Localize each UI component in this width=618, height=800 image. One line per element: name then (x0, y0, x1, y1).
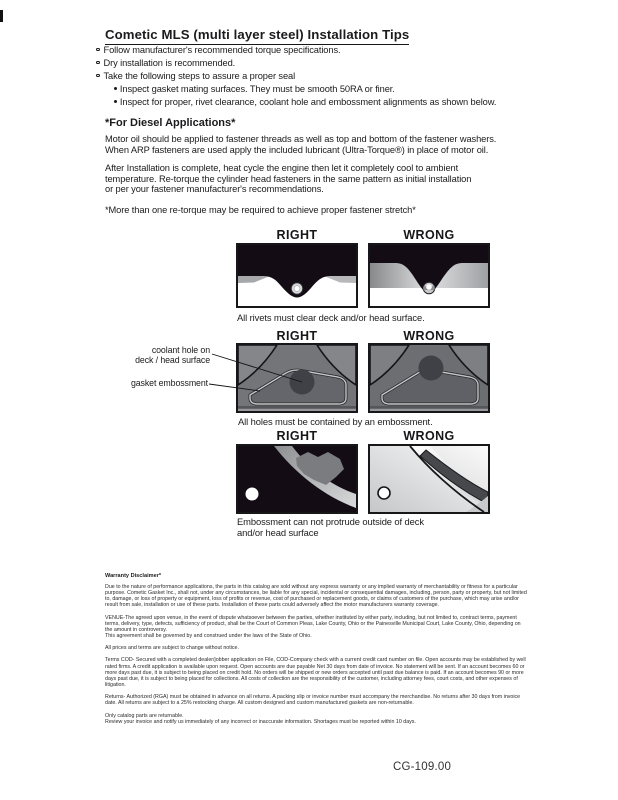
diagram-caption-line: and/or head surface (237, 527, 319, 538)
page-edge-mark (0, 10, 3, 22)
rivet-clearance-right-diagram (238, 245, 356, 306)
embossment-right-diagram (238, 446, 356, 512)
open-bullet-icon (96, 61, 100, 65)
retorque-note: *More than one re-torque may be required to achieve proper fastener stretch* (105, 205, 416, 215)
page-title: Cometic MLS (multi layer steel) Installation Tips (105, 27, 409, 45)
paragraph-line: When ARP fasteners are used apply the included lubricant (Ultra-Torque®) in place of motor oil. (105, 144, 489, 155)
annotation-gasket-embossment: gasket embossment (130, 378, 208, 388)
paragraph-line: Motor oil should be applied to fastener threads as well as top and bottom of the fastener washers. (105, 134, 497, 144)
label-right: RIGHT (276, 228, 318, 242)
disclaimer-paragraph: All prices and terms are subject to change without notice. (105, 645, 239, 652)
disclaimer-paragraph: Only catalog parts are returnable. (105, 712, 184, 719)
disclaimer-paragraph: Review your invoice and notify us immediately of any incorrect or inaccurate information. Shortages must be reported within 10 days. (105, 718, 416, 725)
diagram-hole-wrong (368, 343, 490, 413)
coolant-hole-wrong-diagram (370, 345, 488, 411)
list-item-text: Dry installation is recommended. (103, 58, 236, 68)
annotation-line: deck / head surface (135, 355, 210, 366)
list-item (96, 58, 235, 68)
list-item-text: Inspect for proper, rivet clearance, coolant hole and embossment alignments as shown below. (119, 97, 497, 107)
list-item (96, 71, 295, 81)
filled-bullet-icon (114, 87, 117, 90)
list-item-text: Take the following steps to assure a proper seal (103, 71, 296, 81)
filled-bullet-icon (114, 100, 117, 103)
label-right: RIGHT (276, 429, 318, 443)
disclaimer-paragraph: VENUE-The agreed upon venue, in the event of dispute whatsoever between the parties, whether instituted by either party, including, but not limited to, contract terms, payment terms, delivery, type, defects, sufficiency of product, shall be the Court of Common Pleas, Lake County, Ohio or the Painesville Municipal Court, Lake County, Ohio, depending on the amount in controversy. (105, 614, 521, 633)
warranty-disclaimer (105, 573, 529, 731)
open-bullet-icon (96, 74, 100, 78)
label-wrong: WRONG (403, 429, 455, 443)
section-heading-diesel: *For Diesel Applications* (105, 117, 236, 129)
disclaimer-paragraph: Due to the nature of performance applications, the parts in this catalog are sold without any express warranty or any implied warranty of merchantability or fitness for a particular purpose. Cometic Gasket Inc., shall not, under any circumstances, be liable for any special, incidental or consequential damages, including, person, party or property, but not limited to, damage, or loss of property or equipment, loss of profits or revenue, cost of purchased or replacement goods, or claims of customers of the purchase, which may arise and/or result from sale, installation or use of these parts. Installation of these parts could adversely affect the motor manufacturers warranty coverage. (105, 584, 527, 609)
diagram-embossment-wrong (368, 444, 490, 514)
list-item (96, 45, 340, 55)
label-wrong: WRONG (403, 329, 455, 343)
diagram-rivet-wrong (368, 243, 490, 308)
diagram-caption-line: Embossment can not protrude outside of deck (237, 516, 424, 527)
embossment-wrong-diagram (370, 446, 488, 512)
paragraph-line: After Installation is complete, heat cycle the engine then let it completely cool to ambient (105, 163, 459, 173)
page-number: CG-109.00 (393, 761, 452, 773)
annotation-line: coolant hole on (151, 345, 210, 355)
diagram-embossment-right (236, 444, 358, 514)
list-item-text: Follow manufacturer's recommended torque specifications. (103, 45, 341, 55)
list-item (114, 84, 395, 94)
disclaimer-paragraph: Terms COD- Secured with a completed dealer/jobber application on File, COD-Company check with a current credit card number on file. Open accounts may be established by well rated firms. A credit application is available upon request. Open accounts are due payable Net 30 days from date of invoice. No statement will be sent. If an account becomes 60 or more days past due, it is subject to being placed on credit hold. No orders will be shipped or new orders accepted until past due balance is paid. If an account becomes 90 or more days past due, it is subject to being placed for collections. All costs of collection are the responsibility of the customer, including attorney fees, court costs, and other expenses of litigation. (105, 657, 526, 689)
diagram-rivet-right (236, 243, 358, 308)
disclaimer-paragraph: Returns- Authorized (RGA) must be obtained in advance on all returns. A packing slip or invoice number must accompany the merchandise. No returns after 30 days from invoice date. All returns are subject to a 25% restocking charge. All custom designed and custom manufactured gaskets are non-returnable. (105, 694, 521, 707)
list-item-text: Inspect gasket mating surfaces. They must be smooth 50RA or finer. (119, 84, 395, 94)
disclaimer-paragraph: This agreement shall be governed by and construed under the laws of the State of Ohio. (105, 633, 312, 640)
label-right: RIGHT (276, 329, 318, 343)
label-wrong: WRONG (403, 228, 455, 242)
list-item (114, 97, 496, 107)
paragraph-line: temperature. Re-torque the cylinder head fasteners in the same pattern as initial installation (105, 173, 472, 184)
diagram-caption: All holes must be contained by an embossment. (238, 416, 433, 427)
disclaimer-heading: Warranty Disclaimer* (105, 573, 162, 579)
open-bullet-icon (96, 48, 100, 52)
paragraph-line: or per your fastener manufacturer's recommendations. (105, 184, 324, 194)
rivet-clearance-wrong-diagram (370, 245, 488, 306)
diagram-caption: All rivets must clear deck and/or head surface. (237, 312, 425, 323)
annotation-leader-lines (100, 342, 310, 397)
